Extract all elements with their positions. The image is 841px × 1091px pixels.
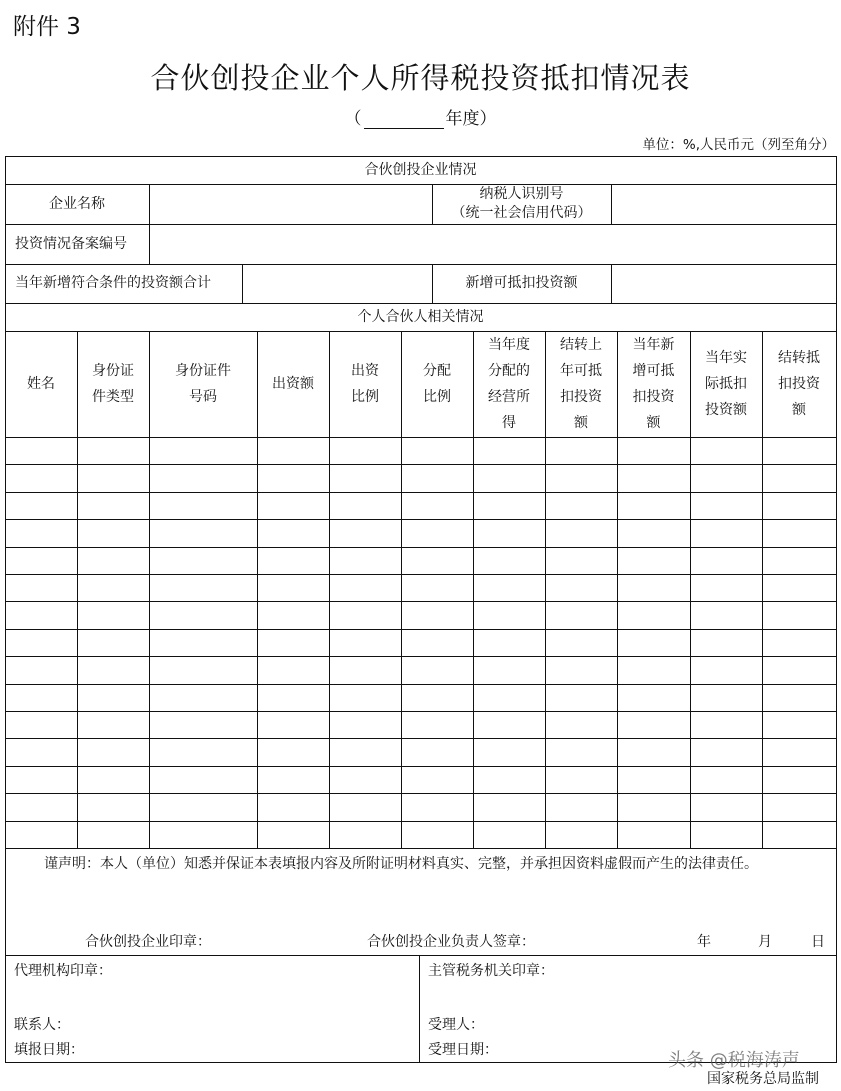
column-header-line: 结转抵 [778,350,820,366]
table-cell-id-type[interactable] [77,793,149,820]
table-cell-id-number[interactable] [149,464,257,491]
table-cell-contribution[interactable] [257,821,329,848]
column-header-line: 比例 [351,389,379,405]
table-cell-new-deductible-year[interactable] [617,574,690,601]
filing-no-label: 投资情况备案编号 [15,235,127,252]
column-header-line: 姓名 [27,376,55,392]
table-cell-new-deductible-year[interactable] [617,601,690,628]
table-cell-actual-deducted[interactable] [690,601,762,628]
column-header-line: 当年新 [632,337,675,353]
column-header-line: 增可抵 [632,363,675,379]
table-cell-name[interactable] [5,738,77,765]
table-cell-actual-deducted[interactable] [690,766,762,793]
table-cell-new-deductible-year[interactable] [617,547,690,574]
tax-authority-receiver-label[interactable]: 受理人： [428,1017,484,1033]
table-cell-id-type[interactable] [77,684,149,711]
table-cell-distributed-income[interactable] [473,821,545,848]
table-cell-distribution-ratio[interactable] [401,574,473,601]
table-cell-carry-forward[interactable] [762,766,836,793]
agent-seal-label[interactable]: 代理机构印章： [14,963,112,979]
table-cell-contribution[interactable] [257,711,329,738]
table-cell-distributed-income[interactable] [473,464,545,491]
table-cell-distributed-income[interactable] [473,519,545,546]
column-header-id-number [149,331,257,437]
table-cell-name[interactable] [5,656,77,683]
table-cell-carried-forward-prior[interactable] [545,492,617,519]
attachment-label: 附件 3 [13,14,81,40]
table-cell-id-number[interactable] [149,492,257,519]
table-cell-new-deductible-year[interactable] [617,684,690,711]
new-deductible-label: 新增可抵扣投资额 [465,275,578,292]
table-cell-contribution[interactable] [257,437,329,464]
table-cell-distribution-ratio[interactable] [401,766,473,793]
table-cell-actual-deducted[interactable] [690,821,762,848]
table-cell-name[interactable] [5,821,77,848]
table-cell-name[interactable] [5,464,77,491]
table-cell-actual-deducted[interactable] [690,793,762,820]
table-cell-carried-forward-prior[interactable] [545,519,617,546]
column-header-line: 得 [502,415,516,431]
table-cell-id-number[interactable] [149,738,257,765]
table-cell-id-number[interactable] [149,656,257,683]
column-header-distributed-income [473,331,545,437]
column-header-carry-forward [762,331,836,437]
table-cell-new-deductible-year[interactable] [617,656,690,683]
divider [5,848,836,849]
column-header-carried-forward-prior [545,331,617,437]
table-cell-distributed-income[interactable] [473,629,545,656]
column-header-line: 号码 [189,389,217,405]
table-cell-distributed-income[interactable] [473,574,545,601]
table-cell-id-type[interactable] [77,601,149,628]
taxpayer-id-field[interactable] [611,184,836,224]
column-header-line: 额 [574,415,588,431]
taxpayer-id-label-line2: （统一社会信用代码） [451,205,592,221]
table-cell-contribution[interactable] [257,793,329,820]
table-cell-distribution-ratio[interactable] [401,684,473,711]
table-cell-carried-forward-prior[interactable] [545,464,617,491]
table-cell-name[interactable] [5,711,77,738]
table-cell-name[interactable] [5,547,77,574]
table-cell-contribution-ratio[interactable] [329,437,401,464]
table-cell-carried-forward-prior[interactable] [545,629,617,656]
table-cell-contribution[interactable] [257,464,329,491]
table-cell-carried-forward-prior[interactable] [545,601,617,628]
table-cell-name[interactable] [5,492,77,519]
table-cell-contribution-ratio[interactable] [329,684,401,711]
column-header-actual-deducted [690,331,762,437]
table-cell-id-type[interactable] [77,738,149,765]
date-year-label: 年 [697,934,711,950]
table-cell-id-number[interactable] [149,766,257,793]
table-cell-contribution-ratio[interactable] [329,821,401,848]
column-header-distribution-ratio [401,331,473,437]
date-month-label: 月 [758,934,772,950]
table-cell-id-number[interactable] [149,793,257,820]
table-cell-contribution-ratio[interactable] [329,793,401,820]
table-cell-new-deductible-year[interactable] [617,821,690,848]
table-cell-id-number[interactable] [149,547,257,574]
tax-authority-receive-date-label[interactable]: 受理日期： [428,1042,498,1058]
table-cell-distributed-income[interactable] [473,601,545,628]
table-cell-carried-forward-prior[interactable] [545,574,617,601]
table-cell-actual-deducted[interactable] [690,492,762,519]
taxpayer-id-label [432,184,611,224]
year-open-paren: （ [344,109,362,129]
table-cell-carried-forward-prior[interactable] [545,437,617,464]
table-cell-distributed-income[interactable] [473,547,545,574]
table-cell-id-number[interactable] [149,519,257,546]
table-cell-distributed-income[interactable] [473,492,545,519]
column-header-line: 出资额 [272,376,314,392]
table-cell-new-deductible-year[interactable] [617,629,690,656]
table-cell-distributed-income[interactable] [473,437,545,464]
table-cell-contribution-ratio[interactable] [329,766,401,793]
year-suffix: 年度） [445,109,497,129]
table-cell-new-deductible-year[interactable] [617,437,690,464]
table-cell-name[interactable] [5,601,77,628]
table-cell-id-number[interactable] [149,437,257,464]
table-cell-contribution[interactable] [257,684,329,711]
table-cell-carried-forward-prior[interactable] [545,821,617,848]
table-cell-name[interactable] [5,793,77,820]
table-cell-distributed-income[interactable] [473,684,545,711]
table-cell-contribution[interactable] [257,519,329,546]
table-cell-carry-forward[interactable] [762,821,836,848]
table-cell-distribution-ratio[interactable] [401,821,473,848]
year-blank-field[interactable] [364,110,444,129]
table-cell-name[interactable] [5,766,77,793]
table-cell-carry-forward[interactable] [762,629,836,656]
table-cell-carry-forward[interactable] [762,492,836,519]
table-cell-carried-forward-prior[interactable] [545,684,617,711]
table-cell-id-type[interactable] [77,711,149,738]
table-cell-contribution[interactable] [257,547,329,574]
table-cell-actual-deducted[interactable] [690,656,762,683]
table-cell-actual-deducted[interactable] [690,519,762,546]
table-cell-carry-forward[interactable] [762,793,836,820]
divider [419,955,420,1062]
table-cell-id-type[interactable] [77,821,149,848]
table-cell-distribution-ratio[interactable] [401,601,473,628]
table-cell-contribution[interactable] [257,601,329,628]
table-cell-actual-deducted[interactable] [690,684,762,711]
table-cell-carry-forward[interactable] [762,464,836,491]
table-cell-contribution[interactable] [257,629,329,656]
column-header-line: 当年度 [488,337,530,353]
table-cell-carry-forward[interactable] [762,711,836,738]
table-cell-contribution-ratio[interactable] [329,738,401,765]
table-cell-new-deductible-year[interactable] [617,519,690,546]
table-cell-distributed-income[interactable] [473,711,545,738]
table-cell-new-deductible-year[interactable] [617,711,690,738]
table-cell-new-deductible-year[interactable] [617,738,690,765]
table-cell-carry-forward[interactable] [762,684,836,711]
column-header-line: 身份证件 [175,363,231,379]
table-cell-actual-deducted[interactable] [690,738,762,765]
table-cell-contribution[interactable] [257,738,329,765]
table-cell-contribution[interactable] [257,766,329,793]
column-header-line: 件类型 [92,389,134,405]
table-cell-name[interactable] [5,629,77,656]
declaration-text: 谨声明：本人（单位）知悉并保证本表填报内容及所附证明材料真实、完整，并承担因资料虚假而产生的法律责任。 [44,856,758,872]
table-cell-carry-forward[interactable] [762,547,836,574]
column-header-line: 比例 [423,389,451,405]
year-line [0,104,841,129]
table-cell-new-deductible-year[interactable] [617,492,690,519]
table-cell-new-deductible-year[interactable] [617,766,690,793]
table-cell-new-deductible-year[interactable] [617,793,690,820]
table-cell-carried-forward-prior[interactable] [545,547,617,574]
new-deductible-field[interactable] [611,264,836,303]
table-cell-id-number[interactable] [149,684,257,711]
table-cell-carry-forward[interactable] [762,601,836,628]
table-cell-actual-deducted[interactable] [690,629,762,656]
column-header-name [5,331,77,437]
table-cell-id-type[interactable] [77,574,149,601]
taxpayer-id-label-line1: 纳税人识别号 [479,186,564,202]
table-cell-distributed-income[interactable] [473,656,545,683]
table-cell-contribution-ratio[interactable] [329,547,401,574]
enterprise-section-header: 合伙创投企业情况 [364,162,477,179]
table-cell-distribution-ratio[interactable] [401,492,473,519]
column-header-line: 额 [792,402,806,418]
unit-note: 单位：%,人民币元（列至角分） [642,137,835,153]
column-header-line: 额 [646,415,661,431]
column-header-line: 年可抵 [560,363,602,379]
form-title: 合伙创投企业个人所得税投资抵扣情况表 [150,61,691,95]
column-header-line: 出资 [351,363,379,379]
date-day-label: 日 [811,934,825,950]
company-name-field[interactable] [149,184,432,224]
table-cell-actual-deducted[interactable] [690,437,762,464]
table-cell-distribution-ratio[interactable] [401,793,473,820]
column-header-contribution-ratio [329,331,401,437]
table-cell-id-number[interactable] [149,629,257,656]
agent-contact-label[interactable]: 联系人： [14,1017,70,1033]
column-header-line: 投资额 [705,402,747,418]
table-cell-contribution-ratio[interactable] [329,629,401,656]
table-cell-id-type[interactable] [77,656,149,683]
table-cell-id-number[interactable] [149,711,257,738]
table-cell-id-number[interactable] [149,601,257,628]
column-header-line: 经营所 [488,389,530,405]
table-cell-distribution-ratio[interactable] [401,711,473,738]
watermark-text: 头条 @税海涛声 [668,1050,800,1071]
table-cell-distribution-ratio[interactable] [401,547,473,574]
column-header-line: 扣投资 [778,376,820,392]
column-header-line: 身份证 [92,363,134,379]
company-name-label: 企业名称 [49,195,105,212]
table-cell-id-type[interactable] [77,492,149,519]
column-header-new-deductible-year [617,331,690,437]
table-cell-actual-deducted[interactable] [690,711,762,738]
table-cell-carry-forward[interactable] [762,738,836,765]
table-cell-id-type[interactable] [77,547,149,574]
table-cell-id-type[interactable] [77,519,149,546]
table-cell-distribution-ratio[interactable] [401,437,473,464]
table-cell-carry-forward[interactable] [762,656,836,683]
table-cell-id-type[interactable] [77,437,149,464]
table-cell-distributed-income[interactable] [473,766,545,793]
table-cell-contribution-ratio[interactable] [329,464,401,491]
table-cell-carried-forward-prior[interactable] [545,766,617,793]
table-cell-distribution-ratio[interactable] [401,464,473,491]
partner-section-header: 个人合伙人相关情况 [357,308,484,325]
table-cell-distribution-ratio[interactable] [401,519,473,546]
column-header-line: 际抵扣 [705,376,747,392]
table-cell-actual-deducted[interactable] [690,547,762,574]
table-cell-carry-forward[interactable] [762,574,836,601]
table-cell-name[interactable] [5,574,77,601]
table-cell-distribution-ratio[interactable] [401,629,473,656]
table-cell-contribution-ratio[interactable] [329,601,401,628]
table-cell-contribution-ratio[interactable] [329,519,401,546]
table-cell-carried-forward-prior[interactable] [545,793,617,820]
table-cell-id-type[interactable] [77,629,149,656]
tax-authority-seal-label[interactable]: 主管税务机关印章： [428,963,554,979]
table-cell-distribution-ratio[interactable] [401,738,473,765]
table-cell-carry-forward[interactable] [762,437,836,464]
table-cell-contribution[interactable] [257,656,329,683]
new-investment-total-field[interactable] [242,264,432,303]
table-cell-id-type[interactable] [77,464,149,491]
table-cell-id-type[interactable] [77,766,149,793]
table-cell-id-number[interactable] [149,821,257,848]
enterprise-seal-label[interactable]: 合伙创投企业印章： [85,934,211,950]
table-cell-carried-forward-prior[interactable] [545,656,617,683]
table-cell-contribution[interactable] [257,574,329,601]
column-header-line: 当年实 [705,350,747,366]
column-header-id-type [77,331,149,437]
table-cell-contribution-ratio[interactable] [329,492,401,519]
table-cell-name[interactable] [5,437,77,464]
column-header-line: 结转上 [560,337,602,353]
table-cell-contribution-ratio[interactable] [329,711,401,738]
table-cell-distributed-income[interactable] [473,738,545,765]
table-cell-contribution[interactable] [257,492,329,519]
filing-no-field[interactable] [149,224,836,264]
table-cell-name[interactable] [5,684,77,711]
table-cell-new-deductible-year[interactable] [617,464,690,491]
agent-fill-date-label[interactable]: 填报日期： [14,1042,84,1058]
column-header-line: 分配 [423,363,451,379]
table-cell-actual-deducted[interactable] [690,574,762,601]
table-cell-distributed-income[interactable] [473,793,545,820]
table-cell-id-number[interactable] [149,574,257,601]
table-cell-distribution-ratio[interactable] [401,656,473,683]
table-cell-carry-forward[interactable] [762,519,836,546]
column-header-line: 分配的 [488,363,530,379]
column-header-line: 扣投资 [632,389,675,405]
table-cell-carried-forward-prior[interactable] [545,711,617,738]
column-header-line: 扣投资 [560,389,602,405]
column-header-contribution [257,331,329,437]
new-investment-total-label: 当年新增符合条件的投资额合计 [15,275,211,292]
table-cell-actual-deducted[interactable] [690,464,762,491]
table-cell-contribution-ratio[interactable] [329,574,401,601]
footer-bureau-label: 国家税务总局监制 [707,1071,819,1087]
table-cell-carried-forward-prior[interactable] [545,738,617,765]
table-cell-name[interactable] [5,519,77,546]
responsible-person-signature-label[interactable]: 合伙创投企业负责人签章： [367,934,535,950]
table-cell-contribution-ratio[interactable] [329,656,401,683]
